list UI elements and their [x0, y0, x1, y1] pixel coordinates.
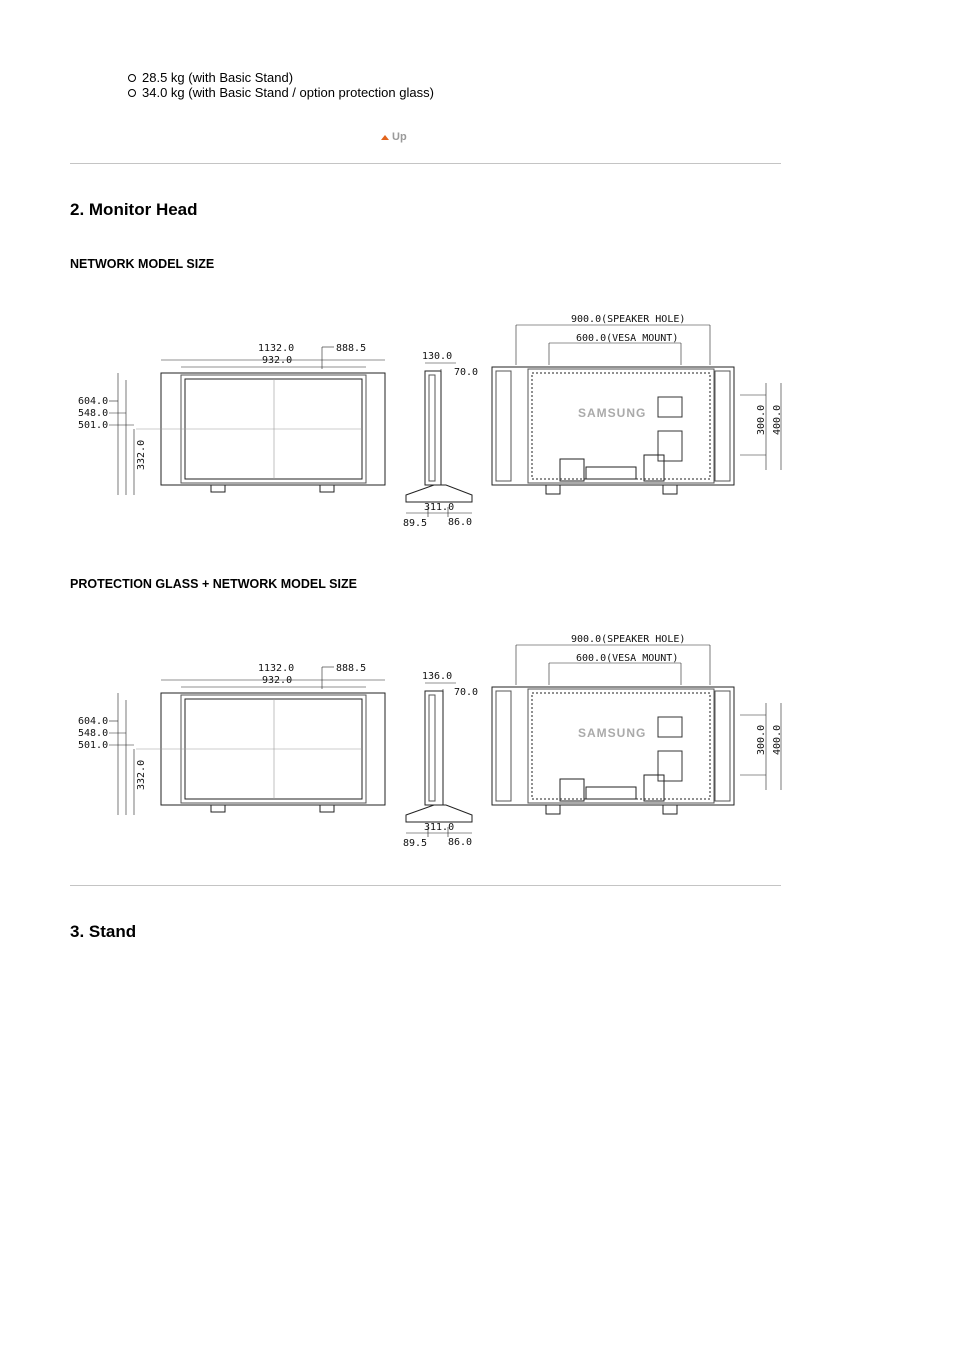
side-view-panel: [425, 371, 441, 485]
front-foot: [211, 805, 225, 812]
dim-depth2: 70.0: [454, 687, 479, 698]
dim-vesa-mount: 600.0(VESA MOUNT): [576, 333, 679, 344]
up-link-label: Up: [392, 131, 407, 143]
dim-h1: 604.0: [78, 716, 109, 727]
dimension-drawing: [76, 305, 786, 535]
dim-base-left: 89.5: [403, 518, 428, 529]
dim-vertical-1: 300.0: [756, 724, 767, 755]
side-view-stand: [406, 485, 472, 502]
dim-base: 311.0: [424, 822, 455, 833]
divider: [70, 885, 781, 886]
rear-foot: [546, 805, 560, 814]
weight-text: 28.5 kg (with Basic Stand): [142, 70, 294, 85]
section-title-stand: 3. Stand: [70, 922, 137, 941]
weight-item: [128, 85, 434, 100]
dim-vertical-1: 300.0: [756, 404, 767, 435]
dim-h2: 548.0: [78, 408, 109, 419]
dim-h2: 548.0: [78, 728, 109, 739]
dim-depth2: 70.0: [454, 367, 479, 378]
dim-speaker-hole: 900.0(SPEAKER HOLE): [571, 634, 686, 645]
dim-h3: 501.0: [78, 420, 109, 431]
up-link[interactable]: [381, 131, 407, 143]
dim-inner-width: 932.0: [262, 675, 293, 686]
dim-base: 311.0: [424, 502, 455, 513]
dim-inner-width: 932.0: [262, 355, 293, 366]
dim-base-right: 86.0: [448, 837, 473, 848]
divider: [70, 163, 781, 164]
front-foot: [211, 485, 225, 492]
dimension-drawing: [76, 625, 786, 855]
section-title-monitor-head: 2. Monitor Head: [70, 200, 198, 219]
dim-offset: 888.5: [336, 343, 367, 354]
rear-foot: [546, 485, 560, 494]
dim-base-left: 89.5: [403, 838, 428, 849]
weight-item: [128, 70, 434, 85]
dim-h3: 501.0: [78, 740, 109, 751]
dim-depth: 136.0: [422, 671, 453, 682]
weight-list: [128, 70, 434, 100]
circle-bullet-icon: [128, 74, 136, 82]
rear-foot: [663, 485, 677, 494]
up-arrow-icon: [381, 135, 389, 140]
weight-text: 34.0 kg (with Basic Stand / option protection glass): [142, 85, 434, 100]
dim-depth: 130.0: [422, 351, 453, 362]
side-view-stand: [406, 805, 472, 822]
drawing-heading: NETWORK MODEL SIZE: [70, 257, 215, 271]
drawing-heading: PROTECTION GLASS + NETWORK MODEL SIZE: [70, 577, 357, 591]
dim-vesa-mount: 600.0(VESA MOUNT): [576, 653, 679, 664]
dim-h1: 604.0: [78, 396, 109, 407]
dim-base-right: 86.0: [448, 517, 473, 528]
dim-offset: 888.5: [336, 663, 367, 674]
dim-total-width: 1132.0: [258, 663, 295, 674]
dim-speaker-hole: 900.0(SPEAKER HOLE): [571, 314, 686, 325]
side-view-panel: [425, 691, 443, 805]
rear-foot: [663, 805, 677, 814]
front-foot: [320, 485, 334, 492]
dim-half: 332.0: [136, 759, 147, 790]
dim-half: 332.0: [136, 439, 147, 470]
brand-logo: SAMSUNG: [578, 726, 647, 740]
dim-vertical-2: 400.0: [772, 724, 783, 755]
circle-bullet-icon: [128, 89, 136, 97]
dim-vertical-2: 400.0: [772, 404, 783, 435]
front-foot: [320, 805, 334, 812]
brand-logo: SAMSUNG: [578, 406, 647, 420]
dim-total-width: 1132.0: [258, 343, 295, 354]
